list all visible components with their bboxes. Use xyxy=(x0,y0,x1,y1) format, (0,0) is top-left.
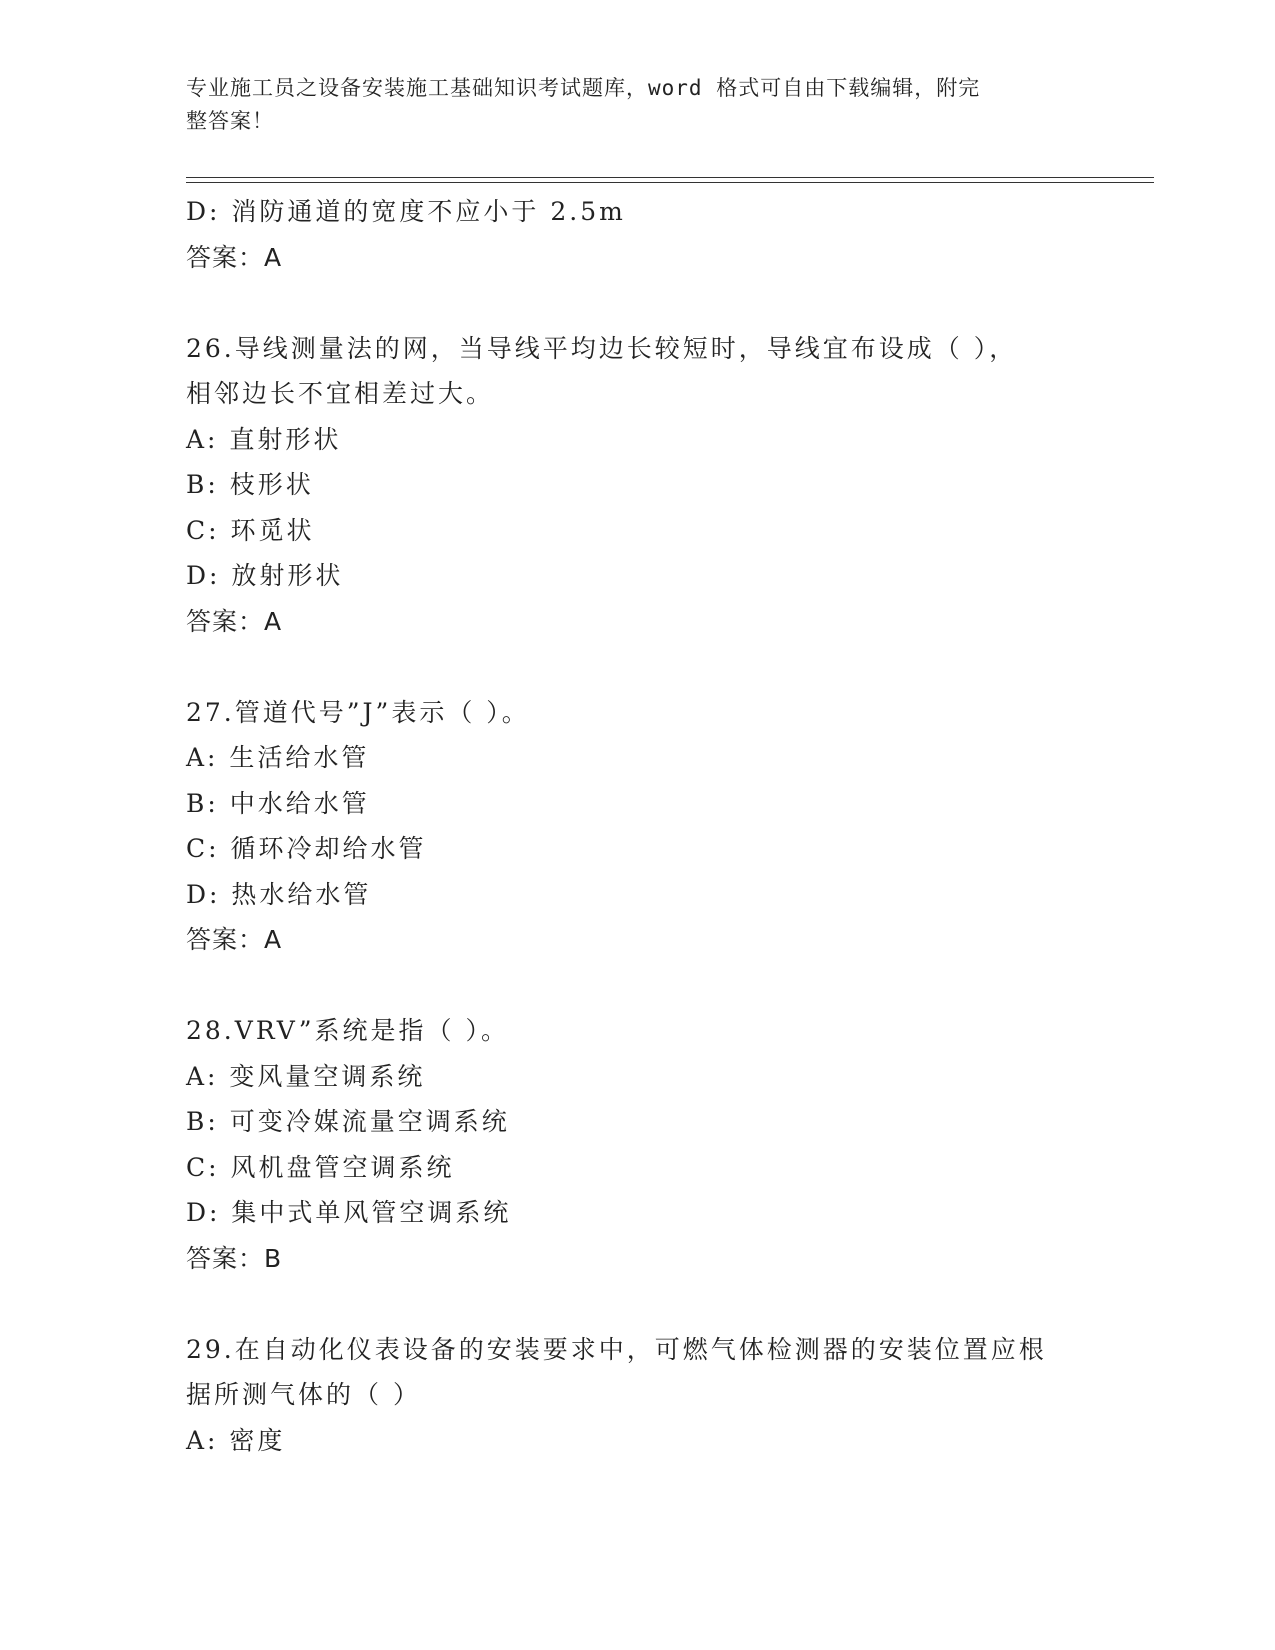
q26-option-d: D: 放射形状 xyxy=(186,561,344,590)
q26-option-b: B: 枝形状 xyxy=(186,470,314,499)
q28-option-b: B: 可变冷媒流量空调系统 xyxy=(186,1107,510,1136)
q27-option-c: C: 循环冷却给水管 xyxy=(186,834,427,863)
question-list xyxy=(186,189,1086,1463)
q28-option-c: C: 风机盘管空调系统 xyxy=(186,1152,455,1182)
q29-stem-line-2: 据所测气体的（ ） xyxy=(186,1380,421,1409)
q27-option-d: D: 热水给水管 xyxy=(186,879,372,909)
q26-stem-line-1: 26.导线测量法的网，当导线平均边长较短时，导线宜布设成（ ）， xyxy=(186,333,1018,363)
q27-stem: 27.管道代号”J”表示（ ）。 xyxy=(186,697,530,727)
spacer xyxy=(186,644,1086,690)
spacer xyxy=(186,963,1086,1009)
header-divider-bottom xyxy=(186,182,1154,183)
document-header xyxy=(186,72,1066,138)
q28-option-a: A: 变风量空调系统 xyxy=(186,1061,426,1091)
q29-stem-line-1: 29.在自动化仪表设备的安装要求中，可燃气体检测器的安装位置应根 xyxy=(186,1334,1047,1364)
q27-option-a: A: 生活给水管 xyxy=(186,743,370,772)
q28-answer: 答案：B xyxy=(186,1243,283,1273)
header-divider-top xyxy=(186,177,1154,178)
q26-stem-line-2: 相邻边长不宜相差过大。 xyxy=(186,379,495,408)
prev-answer: 答案：A xyxy=(186,242,283,272)
spacer xyxy=(186,1281,1086,1327)
q26-answer: 答案：A xyxy=(186,606,283,636)
prev-option-d: D: 消防通道的宽度不应小于 2.5m xyxy=(186,197,626,226)
q26-option-c: C: 环觅状 xyxy=(186,515,315,545)
q28-option-d: D: 集中式单风管空调系统 xyxy=(186,1198,512,1227)
q28-stem: 28.VRV”系统是指（ ）。 xyxy=(186,1016,509,1045)
spacer xyxy=(186,280,1086,326)
header-line-2: 整答案！ xyxy=(186,109,274,133)
q26-option-a: A: 直射形状 xyxy=(186,424,342,454)
header-line-1: 专业施工员之设备安装施工基础知识考试题库，word 格式可自由下载编辑，附完 xyxy=(186,76,981,100)
q29-option-a: A: 密度 xyxy=(186,1425,286,1455)
q27-option-b: B: 中水给水管 xyxy=(186,788,370,818)
q27-answer: 答案：A xyxy=(186,925,283,954)
